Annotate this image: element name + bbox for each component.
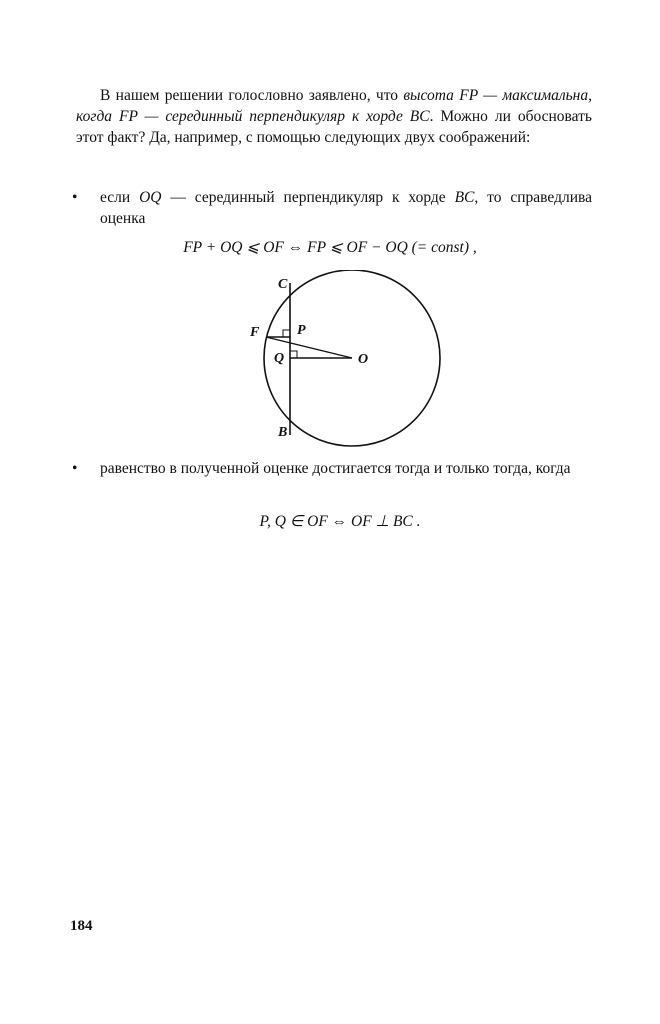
- page-number: 184: [70, 918, 93, 934]
- bullet-estimate-text: [100, 187, 592, 229]
- right-angle-q: [290, 351, 297, 358]
- bullet-marker: •: [72, 189, 78, 206]
- bullet-marker: •: [72, 460, 78, 477]
- formula-estimate: FP + OQ ⩽ OF ⇔ FP ⩽ OF − OQ (= const) ,: [183, 239, 477, 256]
- circle-diagram: [230, 270, 450, 450]
- label-o: O: [358, 352, 369, 367]
- bullet1-bc: BC: [454, 189, 475, 206]
- label-f: F: [250, 325, 260, 340]
- bullet1-text-a: если: [100, 189, 140, 206]
- bullet-estimate: [72, 187, 592, 229]
- bullet-equality-text: равенство в полученной оценке достигается тогда и только тогда, когда: [100, 460, 571, 477]
- label-q: Q: [274, 351, 285, 366]
- bullet-equality: [72, 458, 592, 479]
- label-c: C: [278, 277, 288, 292]
- intro-paragraph: [76, 85, 592, 148]
- formula-equality: P, Q ∈ OF ⇔ OF ⊥ BC .: [259, 513, 421, 530]
- intro-text-1: В нашем решении голословно заявлено, что: [100, 87, 404, 104]
- intro-claim-italic: высота FP — максимальна, когда FP — серединный перпендикуляр к хорде BC: [76, 87, 592, 125]
- label-b: B: [278, 425, 288, 440]
- label-p: P: [297, 323, 306, 338]
- bullet1-text-c: , то справедлива оценка: [100, 189, 592, 227]
- bullet1-text-b: — серединный перпендикуляр к хорде: [161, 189, 455, 206]
- bullet1-oq: OQ: [139, 189, 162, 206]
- intro-text-2: . Можно ли обосновать этот факт? Да, например, с помощью следующих двух соображений:: [76, 108, 592, 146]
- right-angle-p: [283, 330, 290, 337]
